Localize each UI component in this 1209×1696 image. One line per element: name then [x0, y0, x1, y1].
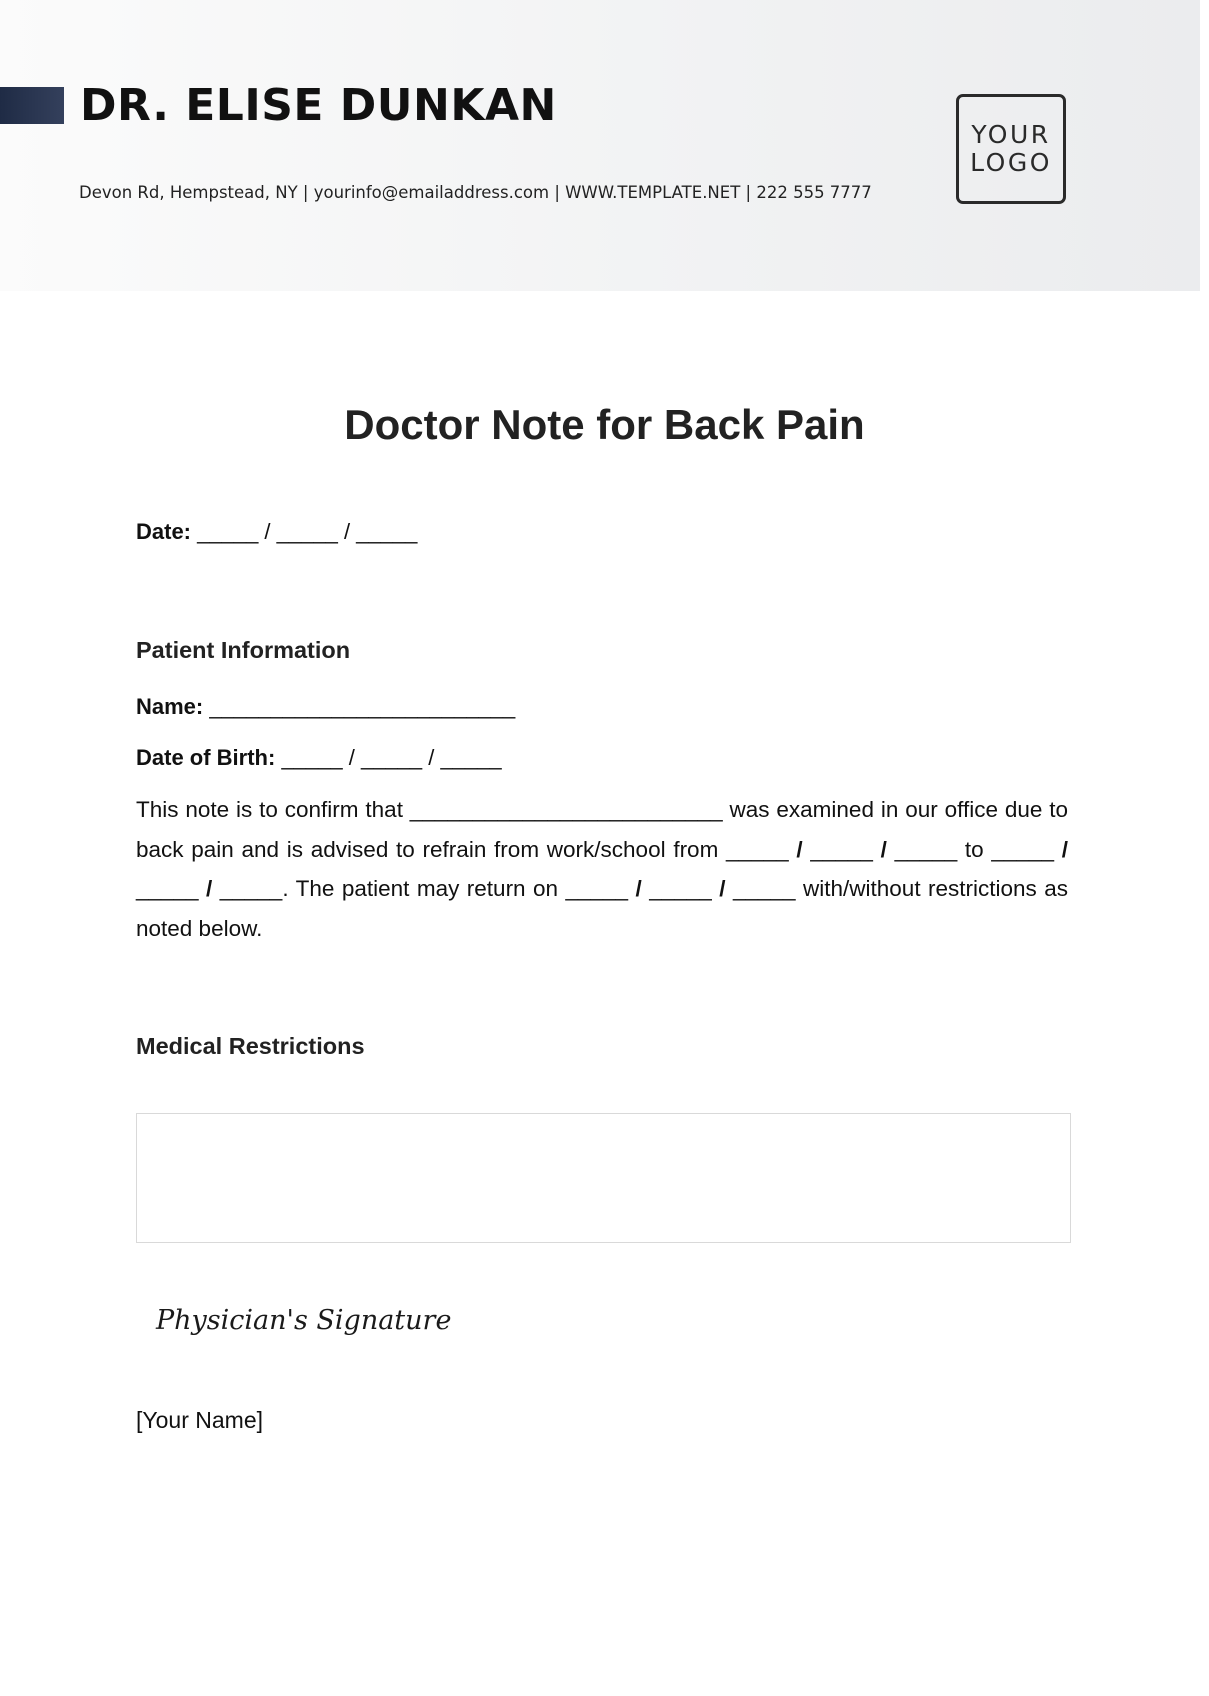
dob-field [136, 743, 502, 773]
date-separator: / [880, 836, 887, 862]
signature-text: Physician's Signature [156, 1305, 452, 1336]
document-title: Doctor Note for Back Pain [344, 401, 865, 448]
medical-restrictions-heading: Medical Restrictions [136, 1033, 365, 1059]
date-label: Date: [136, 519, 192, 544]
logo-placeholder [956, 94, 1066, 204]
physician-name[interactable]: [Your Name] [136, 1407, 263, 1433]
body-text-part: _____ to _____ [886, 836, 1062, 862]
doctor-name: DR. ELISE DUNKAN [80, 80, 557, 131]
letterhead [0, 0, 1200, 291]
date-separator: / [1061, 836, 1068, 862]
logo-text-line1: YOUR [971, 120, 1051, 149]
date-value[interactable]: _____ / _____ / _____ [197, 519, 418, 544]
name-value[interactable]: _________________________ [209, 694, 516, 719]
date-separator: / [719, 876, 726, 901]
signature-image [150, 1285, 452, 1355]
body-text-part: _____ [802, 836, 881, 862]
date-field [136, 517, 417, 547]
body-text-part: This note is to confirm that _________________________ was examined in our office due to back pain and is advised to refrain from work/school from _____ [136, 797, 1068, 862]
name-label: Name: [136, 694, 204, 719]
patient-info-heading: Patient Information [136, 637, 351, 663]
body-text-part: _____ [641, 876, 720, 901]
body-text-part: _____ [136, 876, 207, 901]
dob-value[interactable]: _____ / _____ / _____ [281, 745, 502, 770]
restrictions-textbox[interactable] [136, 1113, 1071, 1243]
dob-label: Date of Birth: [136, 745, 276, 770]
name-field [136, 692, 515, 722]
body-text-part: _____ with/without restrictions as noted below. [136, 876, 1069, 941]
confirmation-paragraph [136, 790, 1068, 948]
date-separator: / [635, 876, 642, 901]
accent-bar [0, 87, 64, 124]
body-text-part: _____. The patient may return on _____ [212, 876, 636, 901]
contact-info: Devon Rd, Hempstead, NY | yourinfo@emailaddress.com | WWW.TEMPLATE.NET | 222 555 7777 [79, 183, 872, 202]
date-separator: / [796, 836, 803, 862]
date-separator: / [206, 876, 213, 901]
logo-text-line2: LOGO [970, 148, 1052, 177]
